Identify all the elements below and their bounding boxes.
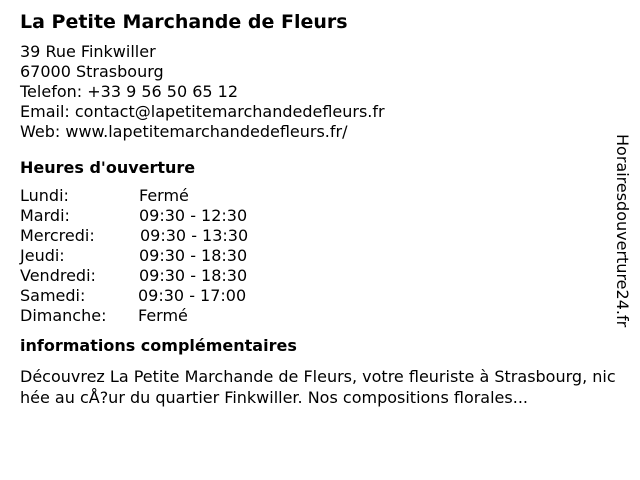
- hours-row-saturday: [20, 286, 620, 306]
- hours-value: 09:30 - 13:30: [140, 226, 249, 245]
- opening-hours-heading: Heures d'ouverture: [20, 158, 196, 177]
- phone-number: Telefon: +33 9 56 50 65 12: [20, 82, 239, 101]
- hours-row-thursday: [20, 246, 620, 266]
- email-address: Email: contact@lapetitemarchandedefleurs.fr: [20, 102, 385, 121]
- hours-value: 09:30 - 17:00: [138, 286, 247, 305]
- additional-info-heading: informations complémentaires: [20, 336, 297, 355]
- day-label: Mardi:: [20, 206, 70, 225]
- hours-row-friday: [20, 266, 620, 286]
- hours-row-sunday: [20, 306, 620, 326]
- hours-value: 09:30 - 18:30: [139, 246, 248, 265]
- contact-block: [20, 42, 620, 142]
- hours-row-monday: [20, 186, 620, 206]
- business-description: Découvrez La Petite Marchande de Fleurs, votre fleuriste à Strasbourg, nichée au cÅ?ur du quartier Finkwiller. Nos compositions florales...: [20, 367, 616, 407]
- hours-value: 09:30 - 18:30: [139, 266, 248, 285]
- hours-value: Fermé: [139, 186, 189, 205]
- hours-value: 09:30 - 12:30: [139, 206, 248, 225]
- day-label: Dimanche:: [20, 306, 107, 325]
- business-card: [20, 10, 620, 408]
- hours-row-wednesday: [20, 226, 620, 246]
- business-name: La Petite Marchande de Fleurs: [20, 11, 348, 33]
- day-label: Lundi:: [20, 186, 69, 205]
- street-address: 39 Rue Finkwiller: [20, 42, 156, 61]
- hours-row-tuesday: [20, 206, 620, 226]
- day-label: Jeudi:: [20, 246, 65, 265]
- day-label: Samedi:: [20, 286, 86, 305]
- site-watermark: Horairesdouverture24.fr: [613, 134, 632, 328]
- opening-hours-table: [20, 186, 620, 326]
- hours-value: Fermé: [138, 306, 188, 325]
- city-postcode: 67000 Strasbourg: [20, 62, 164, 81]
- day-label: Mercredi:: [20, 226, 95, 245]
- website-address: Web: www.lapetitemarchandedefleurs.fr/: [20, 122, 348, 141]
- day-label: Vendredi:: [20, 266, 96, 285]
